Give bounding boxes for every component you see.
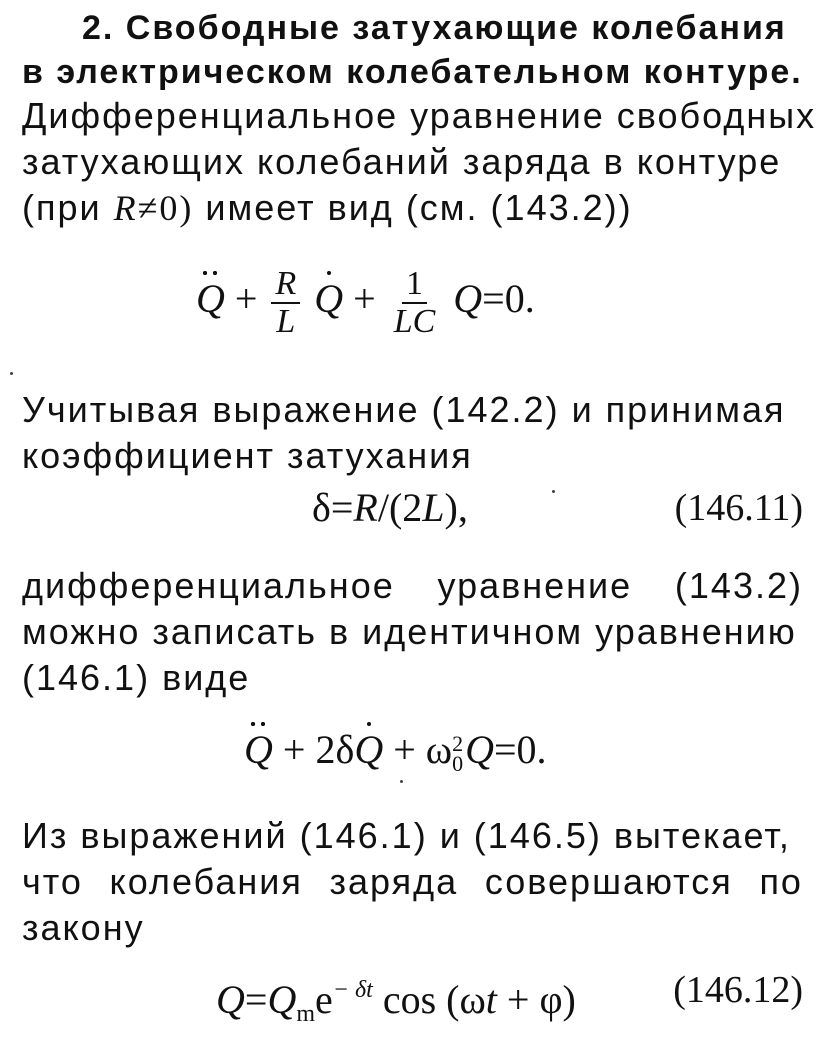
section-heading-line-1: 2. Свободные затухающие колебания — [82, 9, 787, 47]
q-symbol: Q — [465, 727, 494, 772]
delta-equals: δ= — [312, 485, 354, 530]
omega-superscript: 2 — [452, 730, 464, 756]
cosine-open: cos (ω — [372, 977, 486, 1022]
q-symbol: Q — [216, 977, 245, 1022]
fraction-denominator: LC — [393, 303, 436, 340]
plus-sign: + — [353, 276, 376, 322]
time-symbol: t — [485, 977, 497, 1022]
paragraph-1-line-3 — [22, 186, 803, 230]
paragraph-2-line-2: коэффициент затухания — [22, 435, 473, 476]
omega-subscript: 0 — [452, 750, 464, 776]
equation-rhs: =0. — [493, 727, 547, 772]
word: что — [22, 861, 83, 902]
amplitude-subscript: m — [296, 1001, 316, 1027]
equation-4 — [216, 966, 576, 1038]
paragraph-1-line-3-prefix: (при — [22, 187, 114, 228]
word: дифференциальное — [22, 565, 395, 606]
resistance-symbol: R — [113, 188, 138, 228]
equation-part: /(2 — [377, 485, 423, 530]
q-symbol: Q — [453, 276, 483, 322]
word: совершаются — [484, 861, 733, 902]
equation-1 — [196, 266, 535, 340]
equation-number-146-11: (146.11) — [674, 487, 803, 529]
q-double-dot: Q — [244, 727, 273, 772]
word: колебания — [109, 861, 303, 902]
two-delta: 2δ — [315, 727, 355, 772]
section-heading-line-2: в электрическом колебательном контуре. — [22, 53, 803, 91]
equation-part: ), — [444, 485, 468, 530]
plus-sign: + — [282, 727, 306, 772]
equation-number-146-12: (146.12) — [673, 969, 803, 1011]
exponent-base: e — [315, 977, 333, 1022]
equals-sign: = — [244, 977, 268, 1022]
fraction-r-over-l — [271, 266, 300, 340]
omega-indices — [452, 730, 464, 776]
scan-speck — [10, 372, 13, 375]
word: по — [759, 861, 803, 902]
exponent: − δt — [332, 977, 373, 1003]
q-amplitude-symbol: Q — [267, 977, 297, 1022]
fraction-numerator: R — [271, 266, 300, 304]
scan-speck — [400, 780, 403, 783]
resistance-symbol: R — [353, 485, 378, 530]
word: заряда — [329, 861, 459, 902]
fraction-one-over-lc — [390, 266, 440, 340]
paragraph-4-line-3: закону — [22, 907, 145, 948]
equation-3 — [244, 726, 547, 774]
fraction-denominator: L — [276, 303, 296, 340]
equation-rhs: =0. — [482, 276, 535, 322]
paragraph-1-line-2: затухающих колебаний заряда в контуре — [22, 141, 782, 182]
q-dot: Q — [314, 276, 344, 322]
equation-2 — [312, 484, 468, 532]
paragraph-1-line-1: Дифференциальное уравнение свободных — [22, 95, 817, 136]
q-double-dot: Q — [196, 276, 225, 322]
paragraph-4-line-1: Из выражений (146.1) и (146.5) вытекает, — [22, 815, 791, 856]
scan-speck — [552, 490, 555, 493]
plus-sign: + — [234, 276, 258, 322]
word: уравнение — [437, 565, 633, 606]
phase-close: + φ) — [496, 977, 576, 1022]
paragraph-3-line-2: можно записать в идентичном уравнению — [22, 611, 797, 652]
fraction-numerator: 1 — [402, 266, 427, 304]
paragraph-4-line-2 — [22, 860, 803, 904]
not-equal-zero: ≠0) — [137, 188, 194, 228]
inductance-symbol: L — [422, 485, 445, 530]
word: (143.2) — [674, 565, 803, 606]
paragraph-3-line-3: (146.1) виде — [22, 657, 251, 698]
paragraph-2-line-1: Учитывая выражение (142.2) и принимая — [22, 389, 786, 430]
paragraph-1-line-3-suffix: имеет вид (см. (143.2)) — [193, 187, 633, 228]
paragraph-3-line-1 — [22, 564, 803, 608]
plus-sign: + — [393, 727, 416, 772]
omega-symbol: ω — [425, 727, 453, 772]
q-dot: Q — [354, 727, 384, 772]
